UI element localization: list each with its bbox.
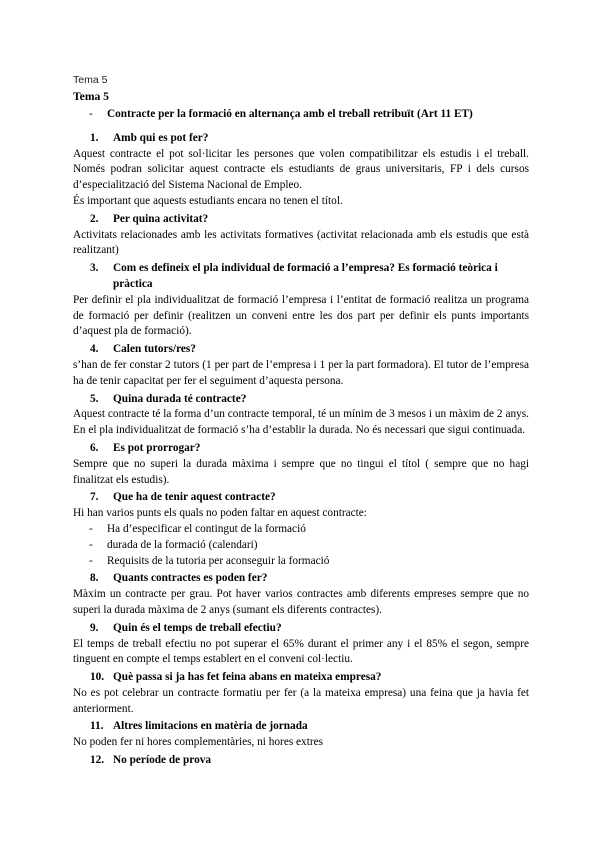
question-number: 10.	[90, 671, 105, 684]
question-section	[73, 342, 529, 389]
question-heading	[73, 342, 529, 358]
list-item	[73, 554, 529, 570]
answer-list	[73, 522, 529, 569]
answer-paragraph: Aquest contracte té la forma d’un contracte temporal, té un mínim de 3 mesos i un màxim de 2 anys. En el pla individualitzat de formació s’ha d’establir la durada. No és necessari que sigui continuada.	[73, 408, 529, 437]
header-small: Tema 5	[73, 74, 108, 86]
question-text: Quina durada té contracte?	[113, 392, 247, 405]
answer-paragraph: No es pot celebrar un contracte formatiu per fer (a la mateixa empresa) una feina que ja havia fet anteriorment.	[73, 686, 529, 715]
question-text: Altres limitacions en matèria de jornada	[113, 720, 308, 733]
question-text: Calen tutors/res?	[113, 343, 196, 356]
answer-paragraph: Sempre que no superi la durada màxima i sempre que no tingui el títol ( sempre que no hagi finalitzat els estudis).	[73, 457, 529, 486]
question-heading	[73, 670, 529, 686]
question-section	[73, 131, 529, 210]
document-subtitle	[73, 107, 529, 123]
question-heading	[73, 719, 529, 735]
question-heading	[73, 392, 529, 408]
question-text: Per quina activitat?	[113, 212, 209, 225]
answer-paragraph: No poden fer ni hores complementàries, ni hores extres	[73, 736, 324, 749]
document-page	[73, 72, 529, 769]
sections	[73, 131, 529, 769]
answer-paragraph: És important que aquests estudiants encara no tenen el títol.	[73, 194, 343, 207]
question-text: No període de prova	[113, 754, 212, 767]
question-heading	[73, 571, 529, 587]
question-heading	[73, 621, 529, 637]
answer-paragraph: Màxim un contracte per grau. Pot haver varios contractes amb diferents empreses sempre que no superi la durada màxima de 2 anys (sumant els diferents contractes).	[73, 588, 529, 616]
list-item	[73, 538, 529, 554]
answer-paragraph: Per definir el pla individualitzat de formació l’empresa i l’entitat de formació realitza un programa de formació per definir (realitzen un conveni entre les dos part per definir els punts importants d’aquest pla de formació).	[73, 293, 529, 338]
question-text: Com es defineix el pla individual de formació a l’empresa? Es formació teòrica i pràctica	[113, 262, 498, 290]
question-heading	[73, 441, 529, 457]
question-section	[73, 261, 529, 340]
question-section	[73, 490, 529, 569]
question-section	[73, 719, 529, 751]
question-heading	[73, 212, 529, 228]
question-text: Quants contractes es poden fer?	[113, 572, 268, 585]
question-heading	[73, 131, 529, 147]
question-number: 8.	[90, 572, 99, 585]
question-number: 3.	[90, 262, 99, 275]
question-number: 1.	[90, 131, 99, 144]
document-title: Tema 5	[73, 90, 109, 103]
question-number: 7.	[90, 491, 99, 504]
list-dash: -	[89, 522, 93, 535]
list-item-text: Requisits de la tutoria per aconseguir la formació	[107, 554, 330, 567]
question-section	[73, 670, 529, 717]
question-number: 6.	[90, 441, 99, 454]
answer-paragraph: Aquest contracte el pot sol·licitar les persones que volen compatibilitzar els estudis i el treball. Només podran solicitar aquest contracte els estudiants de graus universitaris, FP i dels cursos d’especialització del Sistema Nacional de Empleo.	[73, 147, 529, 192]
question-text: Què passa si ja has fet feina abans en mateixa empresa?	[113, 671, 382, 684]
question-text: Es pot prorrogar?	[113, 441, 201, 454]
question-text: Quin és el temps de treball efectiu?	[113, 621, 282, 634]
subtitle-text: Contracte per la formació en alternança amb el treball retribuït (Art 11 ET)	[107, 108, 473, 120]
answer-paragraph: Activitats relacionades amb les activitats formatives (activitat relacionada amb els estudis que està realitzant)	[73, 228, 529, 257]
answer-paragraph: Hi han varios punts els quals no poden faltar en aquest contracte:	[73, 507, 367, 520]
question-text: Que ha de tenir aquest contracte?	[113, 491, 276, 504]
question-number: 2.	[90, 212, 99, 225]
question-number: 5.	[90, 392, 99, 405]
question-section	[73, 441, 529, 488]
answer-paragraph: El temps de treball efectiu no pot superar el 65% durant el primer any i el 85% el segon, sempre tinguent en compte el temps establert en el conveni col·lectiu.	[73, 637, 529, 666]
question-section	[73, 621, 529, 668]
question-number: 9.	[90, 621, 99, 634]
question-heading	[73, 753, 529, 769]
subtitle-dash: -	[89, 108, 93, 120]
list-item-text: Ha d’especificar el contingut de la formació	[107, 522, 306, 535]
question-section	[73, 212, 529, 259]
question-heading	[73, 261, 529, 293]
question-section	[73, 753, 529, 769]
question-text: Amb qui es pot fer?	[113, 131, 209, 144]
list-dash: -	[89, 554, 93, 567]
question-number: 4.	[90, 343, 99, 356]
question-section	[73, 571, 529, 618]
list-dash: -	[89, 538, 93, 551]
list-item	[73, 522, 529, 538]
question-heading	[73, 490, 529, 506]
question-section	[73, 392, 529, 439]
question-number: 11.	[90, 720, 104, 733]
answer-paragraph: s’han de fer constar 2 tutors (1 per part de l’empresa i 1 per la part formadora). El tutor de l’empresa ha de tenir capacitat per fer el seguiment d’aquesta persona.	[73, 358, 529, 387]
list-item-text: durada de la formació (calendari)	[107, 538, 258, 551]
question-number: 12.	[90, 754, 105, 767]
